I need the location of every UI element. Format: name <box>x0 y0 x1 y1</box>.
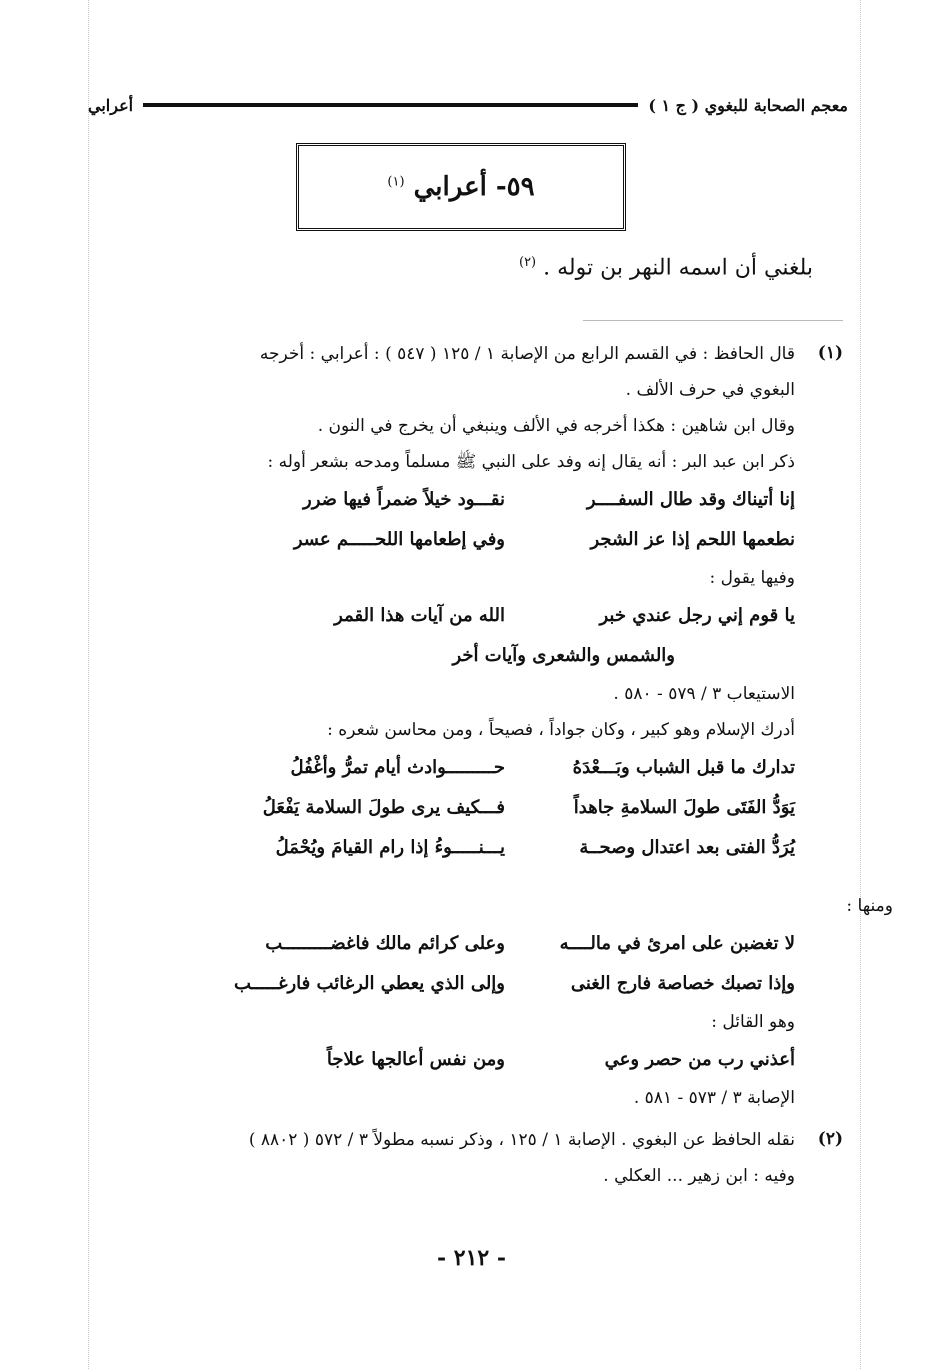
verse-first-hemistich: يُرَدُّ الفتى بعد اعتدال وصحــة <box>579 837 795 858</box>
footnote-1-line: أدرك الإسلام وهو كبير ، وكان جواداً ، فصيحاً ، ومن محاسن شعره : <box>327 720 795 740</box>
verse-first-hemistich: تدارك ما قبل الشباب وبَـــعْدَهُ <box>572 757 795 778</box>
footnote-1-line: ومنها : <box>846 896 893 916</box>
verse-first-hemistich: وإذا تصبك خصاصة فارج الغنى <box>570 973 795 994</box>
entry-title-text: ٥٩- أعرابي <box>413 172 535 202</box>
verse-line <box>133 636 795 676</box>
verse-line <box>113 964 795 1004</box>
verse-line <box>133 828 795 868</box>
footnote-2-line: نقله الحافظ عن البغوي . الإصابة ١ / ١٢٥ ، وذكر نسبه مطولاً ٣ / ٥٧٢ ( ٨٨٠٢ ) <box>248 1130 795 1150</box>
verse-second-hemistich: وإلى الذي يعطي الرغائب فارغـــــب <box>234 973 505 994</box>
verse-line <box>133 748 795 788</box>
footnote-2-line: وفيه : ابن زهير ... العكلي . <box>603 1166 795 1186</box>
verse-second-hemistich: فـــكيف يرى طولَ السلامة يَفْعَلُ <box>262 797 505 818</box>
verse-second-hemistich: الله من آيات هذا القمر <box>334 605 505 626</box>
running-head-entry: أعرابي <box>88 95 134 115</box>
footnote-1-line: الإصابة ٣ / ٥٧٣ - ٥٨١ . <box>633 1088 795 1108</box>
verse-second-hemistich: يـــنـــــوءُ إذا رام القيامَ ويُحْمَلُ <box>275 837 505 858</box>
main-text-note-ref: (٢) <box>518 255 537 270</box>
entry-note-ref: (١) <box>387 174 405 190</box>
verse-second-hemistich: حـــــــــوادث أيام تمرُّ وأغْفُلُ <box>290 757 505 778</box>
footnote-1-body-continued <box>113 924 795 1116</box>
verse-tail: والشمس والشعرى وآيات أخر <box>452 645 675 666</box>
verse-line <box>113 924 795 964</box>
footnote-1-line: البغوي في حرف الألف . <box>625 380 795 400</box>
verse-second-hemistich: وفي إطعامها اللحـــــم عسر <box>293 529 505 550</box>
verse-line <box>133 480 795 520</box>
footnote-1-line: الاستيعاب ٣ / ٥٧٩ - ٥٨٠ . <box>613 684 795 704</box>
entry-title <box>387 172 534 202</box>
running-head-title: معجم الصحابة للبغوي ( ج ١ ) <box>648 95 848 115</box>
footnote-2-mark: (٢) <box>817 1129 843 1149</box>
verse-first-hemistich: يَوَدُّ الفَتَى طولَ السلامةِ جاهداً <box>573 797 795 818</box>
main-text-body: بلغني أن اسمه النهر بن توله . <box>543 255 813 281</box>
verse-first-hemistich: لا تغضبن على امرئ في مالــــه <box>559 933 795 954</box>
footnote-1-line: قال الحافظ : في القسم الرابع من الإصابة ١ / ١٢٥ ( ٥٤٧ ) : أعرابي : أخرجه <box>259 344 795 364</box>
footnote-2-body <box>113 1122 795 1194</box>
verse-line <box>133 520 795 560</box>
entry-title-box <box>296 143 626 231</box>
main-text <box>519 255 813 280</box>
verse-second-hemistich: وعلى كرائم مالك فاغضـــــــــب <box>265 933 505 954</box>
footnote-1-mark: (١) <box>817 343 843 363</box>
footnote-1-line: وقال ابن شاهين : هكذا أخرجه في الألف وينبغي أن يخرج في النون . <box>317 416 795 436</box>
footnote-1 <box>133 336 843 868</box>
footnote-1-body <box>133 336 795 868</box>
verse-second-hemistich: ومن نفس أعالجها علاجاً <box>326 1049 505 1070</box>
running-head-rule <box>143 103 638 107</box>
page-number: - ٢١٢ - <box>436 1245 507 1271</box>
verse-line <box>133 596 795 636</box>
footnote-1-line: وفيها يقول : <box>709 568 795 588</box>
verse-first-hemistich: أعذني رب من حصر وعي <box>604 1049 795 1070</box>
verse-second-hemistich: نقـــود خيلاً ضمراً فيها ضرر <box>303 489 505 510</box>
footnote-1-line: وهو القائل : <box>711 1012 795 1032</box>
verse-line <box>133 788 795 828</box>
verse-line <box>113 1040 795 1080</box>
footnote-1-continued <box>113 888 893 1116</box>
running-head <box>88 90 848 120</box>
verse-first-hemistich: إنا أتيناك وقد طال السفــــر <box>586 489 795 510</box>
footnote-2 <box>113 1122 843 1194</box>
verse-first-hemistich: يا قوم إني رجل عندي خبر <box>599 605 795 626</box>
footnote-separator <box>583 320 843 321</box>
footnote-1-line: ذكر ابن عبد البر : أنه يقال إنه وفد على النبي ﷺ مسلماً ومدحه بشعر أوله : <box>267 452 795 472</box>
verse-first-hemistich: نطعمها اللحم إذا عز الشجر <box>590 529 795 550</box>
